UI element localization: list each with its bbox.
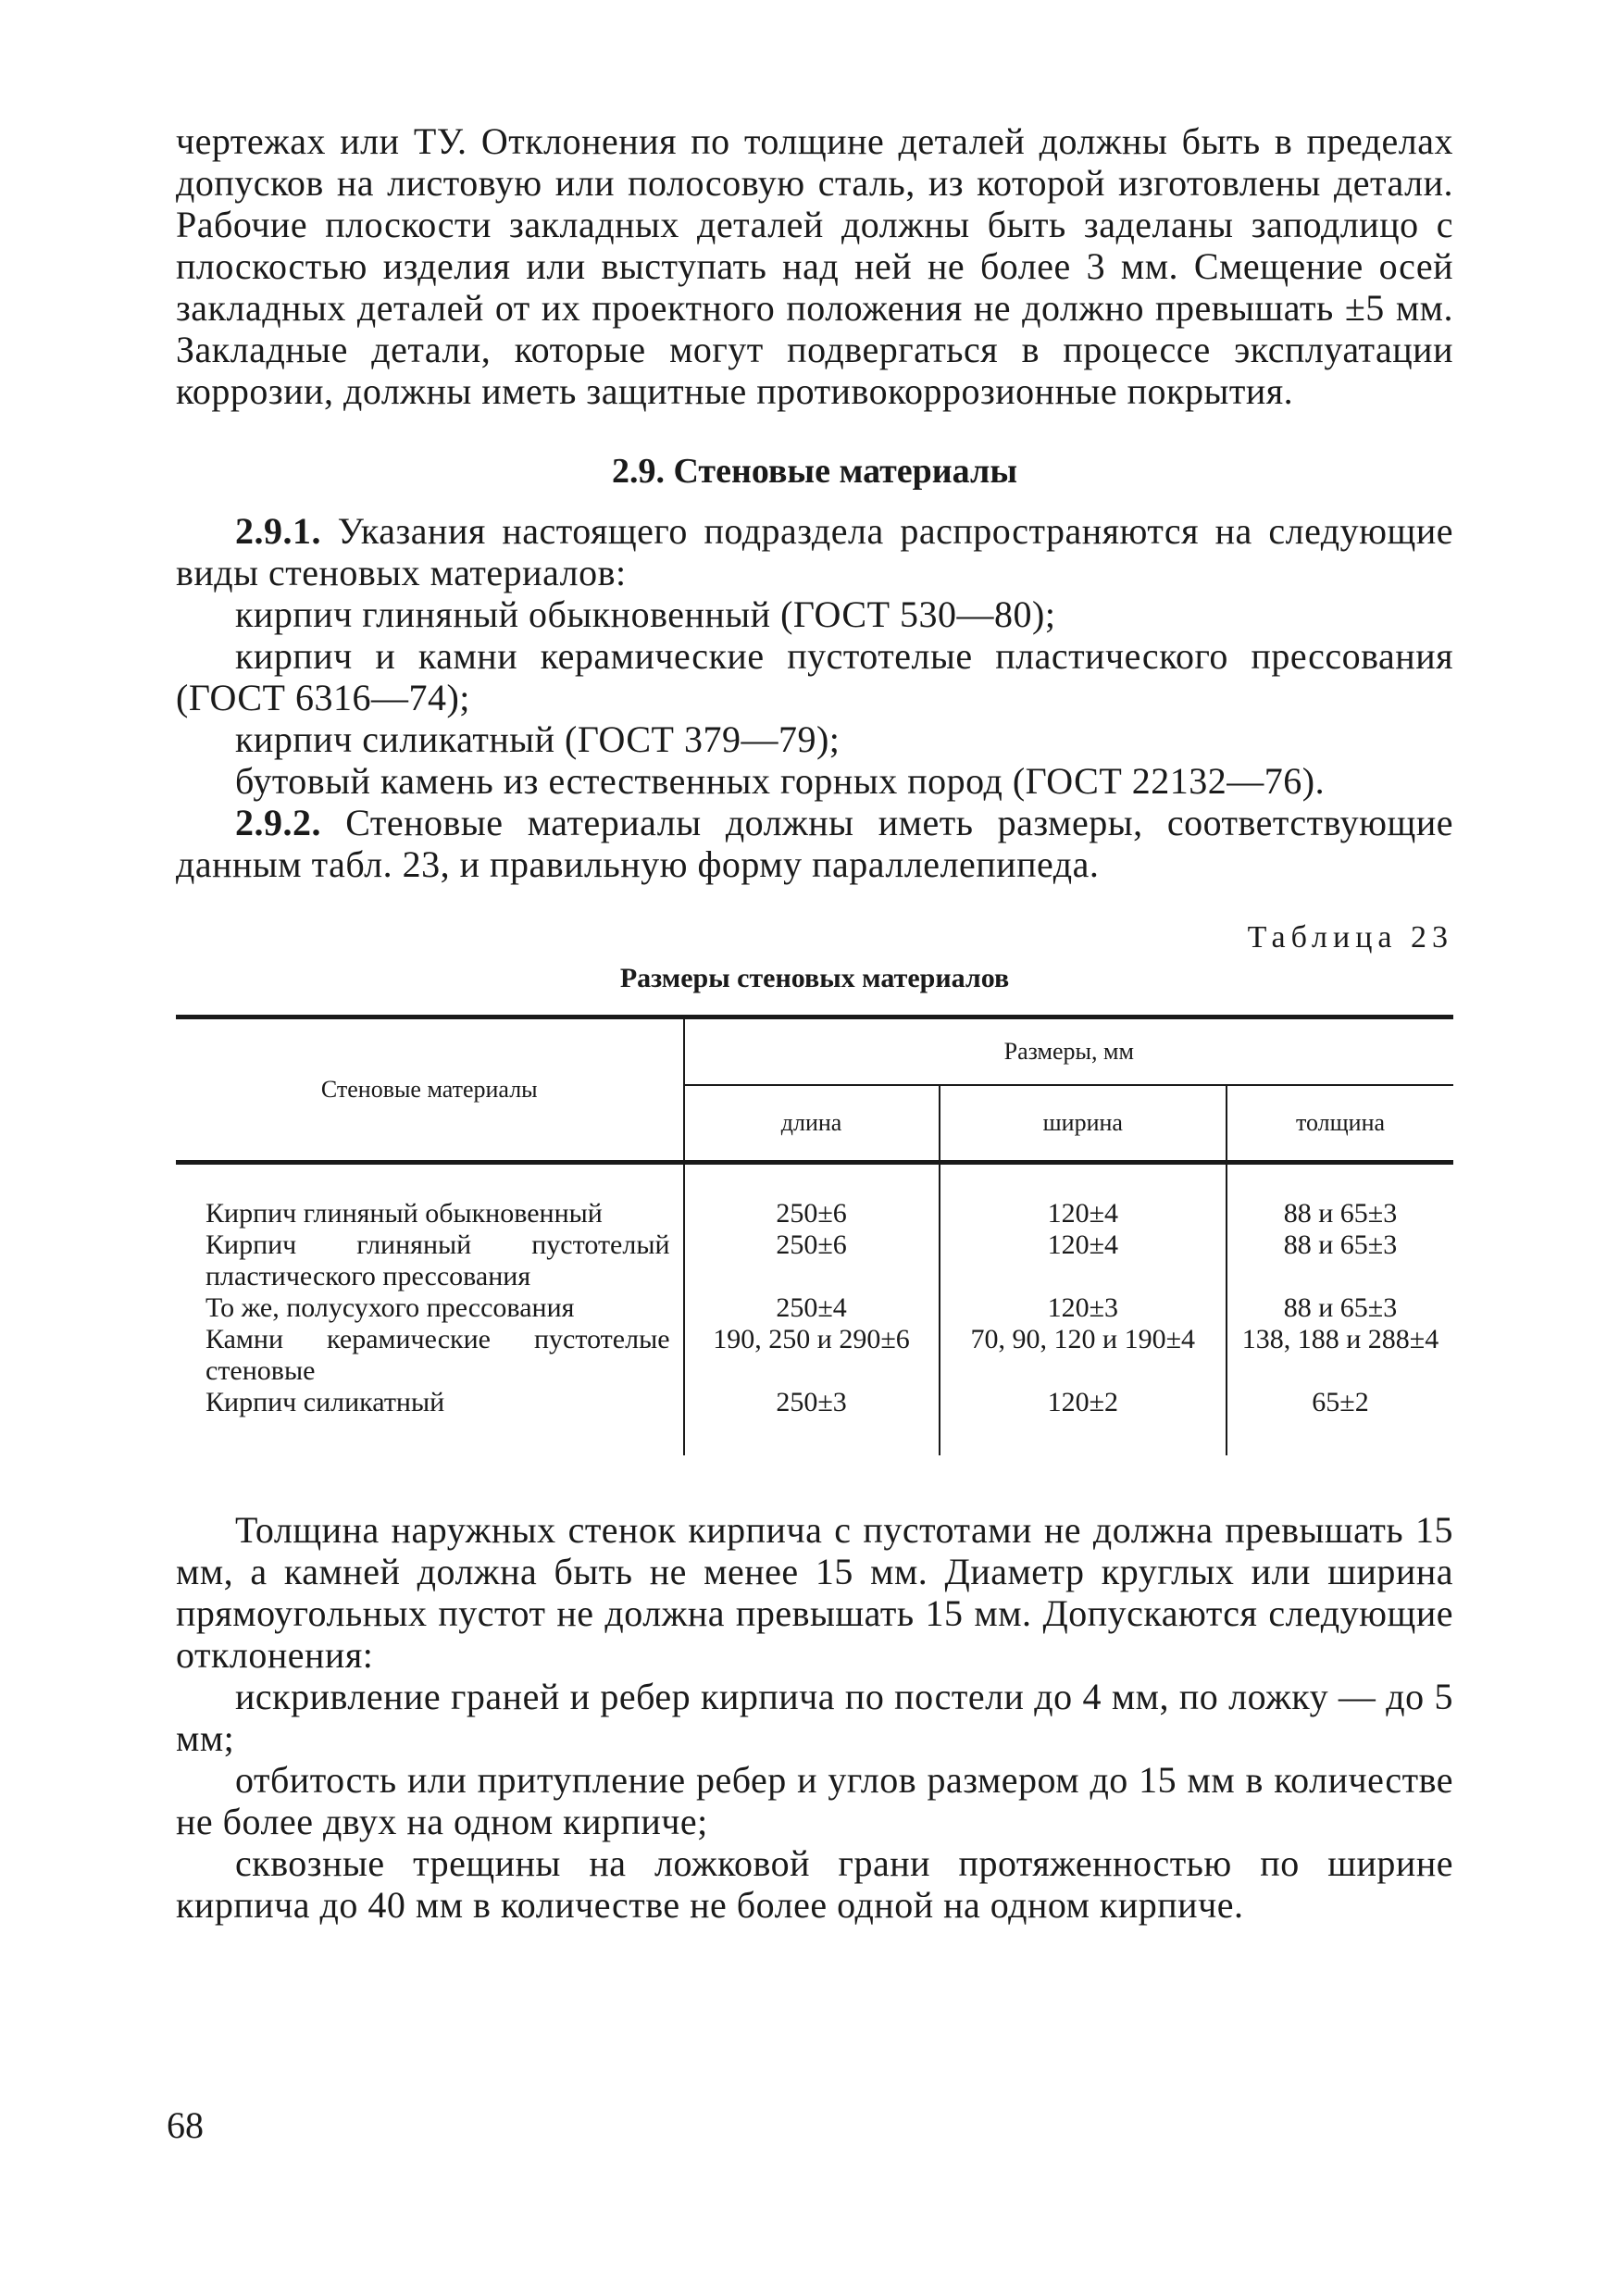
clause-text: Указания настоящего подраздела распространяются на следующие виды стеновых материалов: [176,510,1453,593]
clause-number: 2.9.2. [235,802,321,843]
table-row [176,1387,1453,1455]
width-cell: 120±4 [940,1229,1227,1292]
header-thickness: толщина [1227,1085,1453,1163]
material-cell: То же, полусухого прессования [205,1292,575,1323]
thickness-cell: 138, 188 и 288±4 [1227,1324,1453,1387]
list-item: кирпич глиняный обыкновенный (ГОСТ 530—80); [235,593,1056,635]
length-cell: 250±6 [684,1229,940,1292]
table-row [176,1163,1453,1230]
thickness-cell: 88 и 65±3 [1227,1229,1453,1292]
width-cell: 120±4 [940,1163,1227,1230]
header-sizes: Размеры, мм [684,1017,1453,1086]
header-width: ширина [940,1085,1227,1163]
clause-2-9-2 [176,802,1453,885]
thickness-cell: 65±2 [1227,1387,1453,1455]
length-cell: 190, 250 и 290±6 [684,1324,940,1387]
after-table-paragraph: Толщина наружных стенок кирпича с пустотами не должна превышать 15 мм, а камней должна быть не менее 15 мм. Диаметр круглых или ширина прямоугольных пустот не должна превышать 15 мм. Допускаются следующие отклонения: [176,1509,1453,1676]
list-item: сквозные трещины на ложковой грани протяженностью по ширине кирпича до 40 мм в количестве не более одной на одном кирпиче. [176,1842,1453,1926]
table-row [176,1324,1453,1387]
list-item: отбитость или притупление ребер и углов размером до 15 мм в количестве не более двух на одном кирпиче; [176,1759,1453,1842]
length-cell: 250±6 [684,1163,940,1230]
material-cell: Кирпич глиняный пустотелый пластического прессования [205,1229,670,1292]
section-heading: 2.9. Стеновые материалы [611,452,1017,491]
width-cell: 120±3 [940,1292,1227,1324]
list-item: бутовый камень из естественных горных пород (ГОСТ 22132—76). [235,760,1326,802]
sizes-table [176,1015,1453,1455]
clause-2-9-1 [176,510,1453,593]
clause-number: 2.9.1. [235,510,321,552]
material-cell: Кирпич глиняный обыкновенный [205,1198,603,1229]
thickness-cell: 88 и 65±3 [1227,1292,1453,1324]
length-cell: 250±4 [684,1292,940,1324]
table-row [176,1229,1453,1292]
width-cell: 70, 90, 120 и 190±4 [940,1324,1227,1387]
width-cell: 120±2 [940,1387,1227,1455]
length-cell: 250±3 [684,1387,940,1455]
table-title: Размеры стеновых материалов [619,963,1010,993]
material-cell: Кирпич силикатный [205,1387,445,1417]
list-item: кирпич и камни керамические пустотелые пластического прессования (ГОСТ 6316—74); [176,635,1453,718]
header-material: Стеновые материалы [176,1017,684,1163]
document-page [176,120,1453,1926]
table-number: Таблица 23 [1247,920,1453,955]
list-item: кирпич силикатный (ГОСТ 379—79); [235,718,841,760]
material-cell: Камни керамические пустотелые стеновые [205,1324,670,1386]
clause-text: Стеновые материалы должны иметь размеры, соответствующие данным табл. 23, и правильную форму параллелепипеда. [176,802,1453,885]
page-number: 68 [167,2104,204,2146]
header-length: длина [684,1085,940,1163]
intro-paragraph: чертежах или ТУ. Отклонения по толщине деталей должны быть в пределах допусков на листовую или полосовую сталь, из которой изготовлены детали. Рабочие плоскости закладных деталей должны быть заделаны заподлицо с плоскостью изделия или выступать над ней не более 3 мм. Смещение осей закладных деталей от их проектного положения не должно превышать ±5 мм. Закладные детали, которые могут подвергаться в процессе эксплуатации коррозии, должны иметь защитные противокоррозионные покрытия. [176,120,1453,412]
thickness-cell: 88 и 65±3 [1227,1163,1453,1230]
table-row [176,1292,1453,1324]
list-item: искривление граней и ребер кирпича по постели до 4 мм, по ложку — до 5 мм; [176,1676,1453,1759]
